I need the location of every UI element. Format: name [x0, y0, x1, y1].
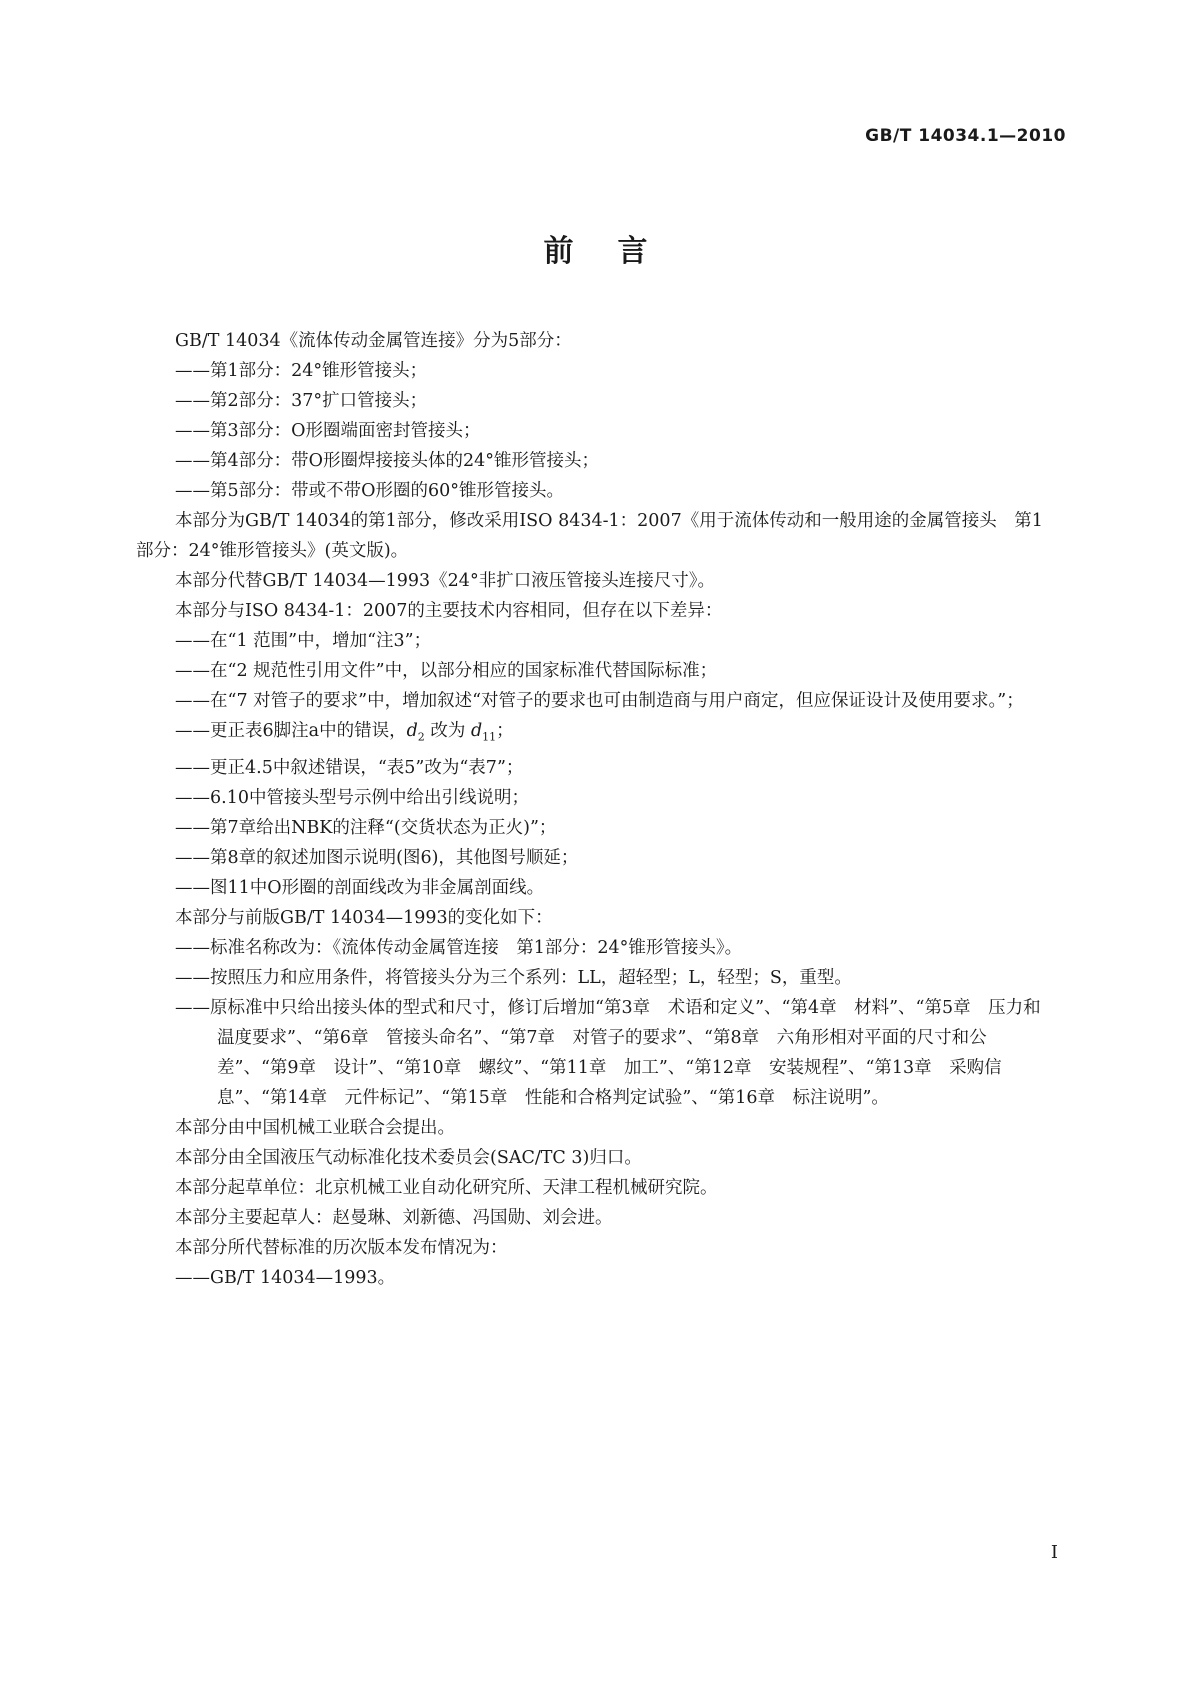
change-item: ——按照压力和应用条件，将管接头分为三个系列：LL，超轻型；L，轻型；S，重型。: [175, 967, 852, 988]
foreword-body: [136, 326, 1056, 1293]
subscript: 2: [417, 730, 425, 744]
intro-paragraph: GB/T 14034《流体传动金属管连接》分为5部分：: [175, 331, 572, 351]
drafting-units: 本部分起草单位：北京机械工业自动化研究所、天津工程机械研究院。: [175, 1177, 718, 1198]
variable-d: d: [406, 721, 418, 741]
changes-intro: 本部分与前版GB/T 14034—1993的变化如下：: [175, 907, 553, 928]
replaces-paragraph: 本部分代替GB/T 14034—1993《24°非扩口液压管接头连接尺寸》。: [175, 571, 715, 591]
difference-item: ——图11中O形圈的剖面线改为非金属剖面线。: [175, 877, 545, 898]
part-item: ——第4部分：带O形圈焊接接头体的24°锥形管接头；: [175, 451, 599, 471]
difference-text: ——更正表6脚注a中的错误，: [175, 721, 407, 741]
part-item: ——第2部分：37°扩口管接头；: [175, 391, 428, 411]
difference-item: ——第8章的叙述加图示说明(图6)，其他图号顺延；: [175, 847, 579, 868]
difference-item: ——在“7 对管子的要求”中，增加叙述“对管子的要求也可由制造商与用户商定，但应保证设计及使用要求。”；: [175, 691, 1024, 711]
history-intro: 本部分所代替标准的历次版本发布情况为：: [175, 1237, 508, 1258]
page-title: 前言: [543, 234, 692, 269]
difference-item: ——在“1 范围”中，增加“注3”；: [175, 631, 432, 651]
difference-item: ——更正4.5中叙述错误，“表5”改为“表7”；: [175, 757, 524, 778]
difference-text: ；: [496, 721, 514, 741]
history-item: ——GB/T 14034—1993。: [175, 1267, 396, 1288]
difference-item-footnote-fix: [136, 716, 1056, 753]
part-item: ——第1部分：24°锥形管接头；: [175, 361, 428, 381]
change-item: ——标准名称改为：《流体传动金属管连接 第1部分：24°锥形管接头》。: [175, 937, 743, 958]
variable-d: d: [470, 721, 483, 741]
part-item: ——第5部分：带或不带O形圈的60°锥形管接头。: [175, 481, 564, 501]
difference-item: ——6.10中管接头型号示例中给出引线说明；: [175, 787, 529, 808]
administered-by: 本部分由全国液压气动标准化技术委员会(SAC/TC 3)归口。: [175, 1147, 642, 1168]
page-number: I: [1050, 1542, 1058, 1563]
difference-item: ——在“2 规范性引用文件”中，以部分相应的国家标准代替国际标准；: [175, 661, 718, 681]
difference-item: ——第7章给出NBK的注释“(交货状态为正火)”；: [175, 817, 557, 838]
adoption-paragraph: 本部分为GB/T 14034的第1部分，修改采用ISO 8434-1：2007《用于流体传动和一般用途的金属管接头 第1部分：24°锥形管接头》(英文版)。: [136, 511, 1043, 561]
part-item: ——第3部分：O形圈端面密封管接头；: [175, 421, 481, 441]
proposed-by: 本部分由中国机械工业联合会提出。: [175, 1117, 455, 1138]
standard-code: GB/T 14034.1—2010: [865, 126, 1066, 146]
difference-text: 改为: [430, 721, 466, 741]
subscript: 11: [482, 730, 497, 744]
change-item: ——原标准中只给出接头体的型式和尺寸，修订后增加“第3章 术语和定义”、“第4章 材料”、“第5章 压力和温度要求”、“第6章 管接头命名”、“第7章 对管子的要求”、“第8章 六角形相对平面的尺寸和公差”、“第9章 设计”、“第10章 螺纹”、“第11章 加工”、“第12章 安装规程”、“第13章 采购信息”、“第14章 元件标记”、“第15章 性能和合格判定试验”、“第16章 标注说明”。: [175, 997, 1041, 1108]
differences-intro: 本部分与ISO 8434-1：2007的主要技术内容相同，但存在以下差异：: [175, 601, 723, 621]
drafters: 本部分主要起草人：赵曼琳、刘新德、冯国勋、刘会进。: [175, 1207, 613, 1228]
